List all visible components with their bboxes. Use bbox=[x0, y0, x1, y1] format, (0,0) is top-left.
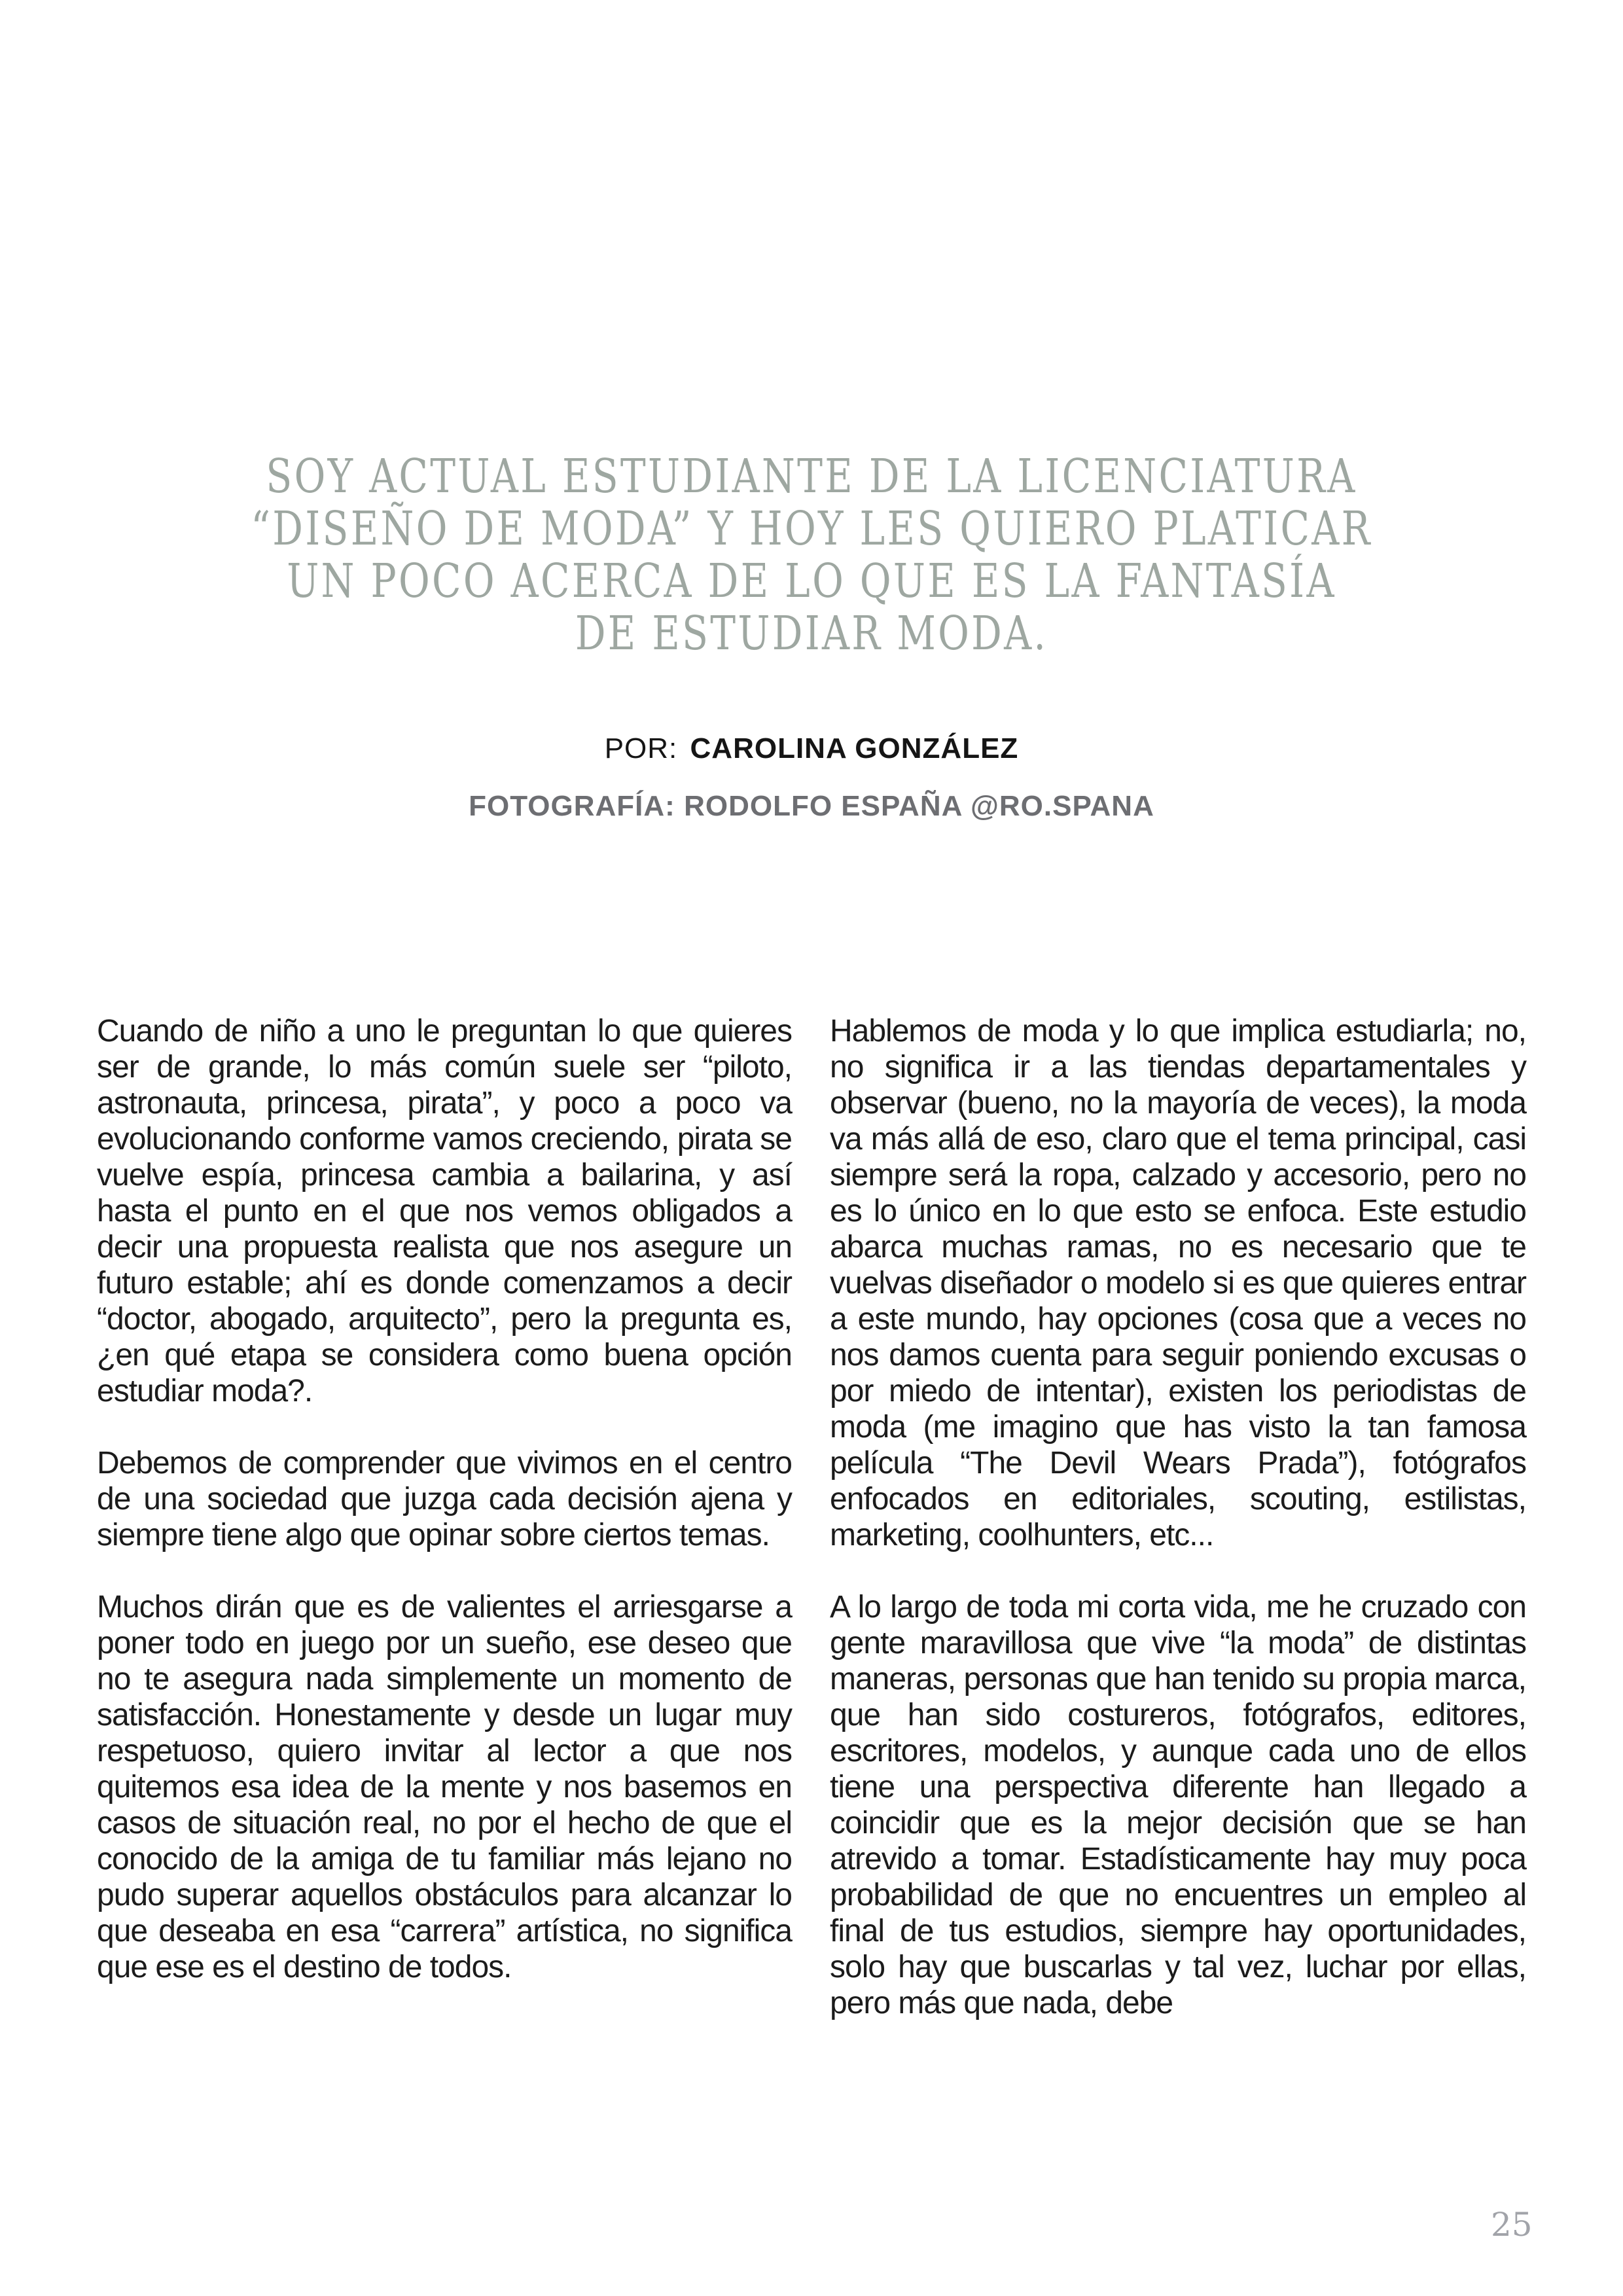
headline-line-3: UN POCO ACERCA DE LO QUE ES LA FANTASÍA bbox=[287, 554, 1336, 608]
byline-por-label: POR: bbox=[604, 732, 678, 764]
article-headline bbox=[0, 450, 1623, 660]
body-paragraph: Muchos dirán que es de valientes el arriesgarse a poner todo en juego por un sueño, ese deseo que no te asegura nada simplemente un momento de satisfacción. Honestamente y desde un lugar muy respetuoso, quiero invitar al lector a que nos quitemos esa idea de la mente y nos basemos en casos de situación real, no por el hecho de que el conocido de la amiga de tu familiar más lejano no pudo superar aquellos obstáculos para alcanzar lo que deseaba en esa “carrera” artística, no significa que ese es el destino de todos. bbox=[97, 1590, 792, 1984]
left-column bbox=[97, 1013, 792, 2021]
page-number: 25 bbox=[1491, 2206, 1533, 2244]
byline-author: CAROLINA GONZÁLEZ bbox=[690, 732, 1019, 764]
headline-line-4: DE ESTUDIAR MODA. bbox=[575, 606, 1048, 660]
headline-line-2: “DISEÑO DE MODA” Y HOY LES QUIERO PLATICAR bbox=[251, 501, 1372, 556]
body-paragraph: Cuando de niño a uno le preguntan lo que quieres ser de grande, lo más común suele ser “piloto, astronauta, princesa, pirata”, y poco a poco va evolucionando conforme vamos creciendo, pirata se vuelve espía, princesa cambia a bailarina, y así hasta el punto en el que nos vemos obligados a decir una propuesta realista que nos asegure un futuro estable; ahí es donde comenzamos a decir “doctor, abogado, arquitecto”, pero la pregunta es, ¿en qué etapa se considera como buena opción estudiar moda?. bbox=[97, 1014, 792, 1408]
byline bbox=[0, 732, 1623, 766]
body-paragraph: Debemos de comprender que vivimos en el centro de una sociedad que juzga cada decisión ajena y siempre tiene algo que opinar sobre ciertos temas. bbox=[97, 1446, 792, 1552]
photo-credit: FOTOGRAFÍA: RODOLFO ESPAÑA @RO.SPANA bbox=[469, 790, 1154, 822]
right-column bbox=[830, 1013, 1526, 2057]
body-paragraph: Hablemos de moda y lo que implica estudiarla; no, no significa ir a las tiendas departamentales y observar (bueno, no la mayoría de veces), la moda va más allá de eso, claro que el tema principal, casi siempre será la ropa, calzado y accesorio, pero no es lo único en lo que esto se enfoca. Este estudio abarca muchas ramas, no es necesario que te vuelvas diseñador o modelo si es que quieres entrar a este mundo, hay opciones (cosa que a veces no nos damos cuenta para seguir poniendo excusas o por miedo de intentar), existen los periodistas de moda (me imagino que has visto la tan famosa película “The Devil Wears Prada”), fotógrafos enfocados en editoriales, scouting, estilistas, marketing, coolhunters, etc... bbox=[830, 1014, 1526, 1552]
body-paragraph: A lo largo de toda mi corta vida, me he cruzado con gente maravillosa que vive “la moda” de distintas maneras, personas que han tenido su propia marca, que han sido costureros, fotógrafos, editores, escritores, modelos, y aunque cada uno de ellos tiene una perspectiva diferente han llegado a coincidir que es la mejor decisión que se han atrevido a tomar. Estadísticamente hay muy poca probabilidad de que no encuentres un empleo al final de tus estudios, siempre hay oportunidades, solo hay que buscarlas y tal vez, luchar por ellas, pero más que nada, debe bbox=[830, 1590, 1526, 2020]
headline-line-1: SOY ACTUAL ESTUDIANTE DE LA LICENCIATURA bbox=[266, 449, 1357, 503]
